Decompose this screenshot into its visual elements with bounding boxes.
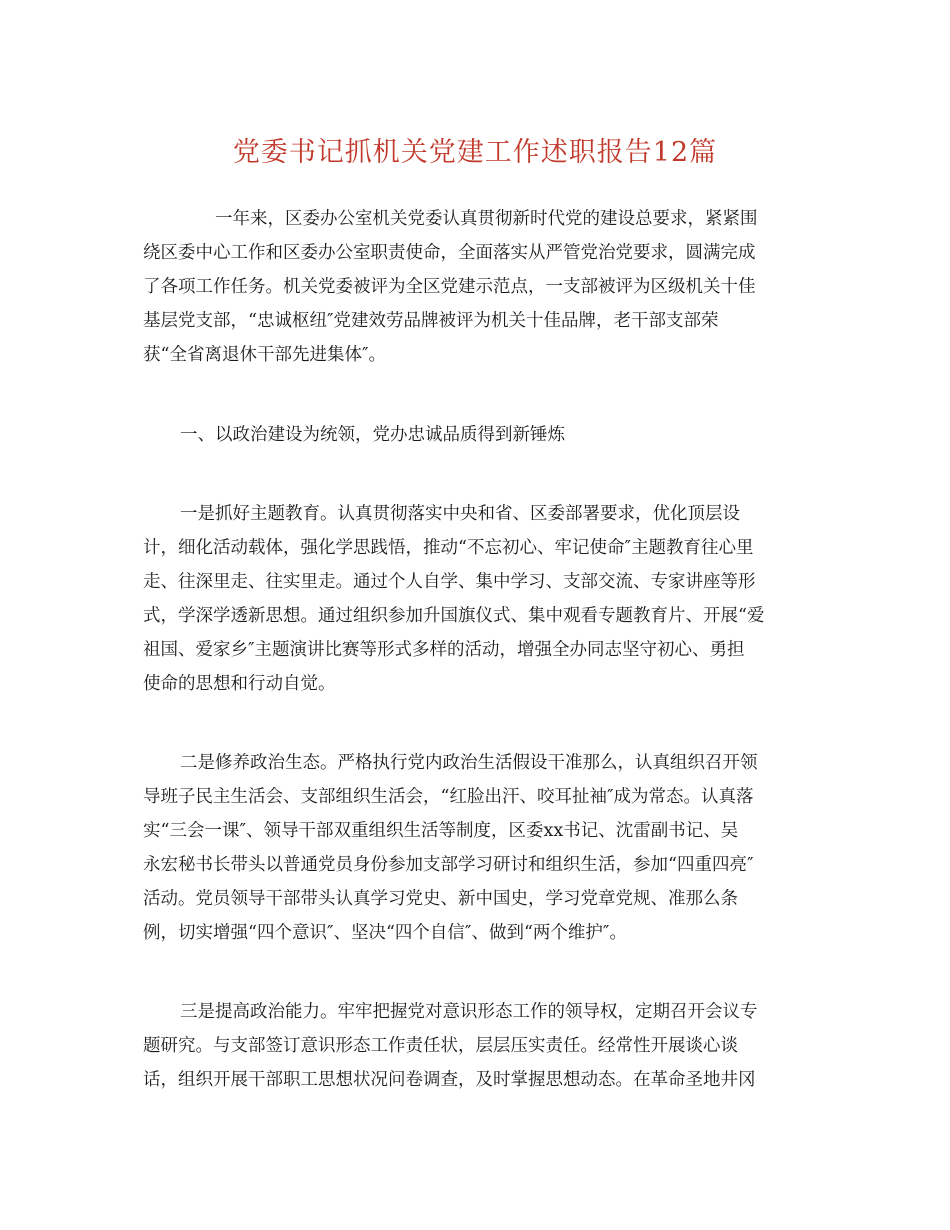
paragraph-4-line-3: 实“三会一课″、领导干部双重组织生活等制度，区委xx书记、沈雷副书记、吴 bbox=[143, 821, 739, 841]
paragraph-3-line-1: 一是抓好主题教育。认真贯彻落实中央和省、区委部署要求，优化顶层设 bbox=[180, 504, 740, 524]
document-title: 党委书记抓机关党建工作述职报告12篇 bbox=[232, 137, 718, 168]
paragraph-1-line-5: 获“全省离退休干部先进集体″。 bbox=[143, 345, 386, 365]
paragraph-3-line-3: 走、往深里走、往实里走。通过个人自学、集中学习、支部交流、专家讲座等形 bbox=[143, 572, 756, 592]
paragraph-4-line-6: 例，切实增强“四个意识″、坚决“四个自信″、做到“两个维护″。 bbox=[143, 923, 627, 943]
paragraph-1-line-2: 绕区委中心工作和区委办公室职责使命，全面落实从严管党治党要求，圆满完成 bbox=[143, 243, 756, 263]
paragraph-5-line-2: 题研究。与支部签订意识形态工作责任状，层层压实责任。经常性开展谈心谈 bbox=[143, 1036, 738, 1056]
paragraph-3-line-5: 祖国、爱家乡″主题演讲比赛等形式多样的活动，增强全办同志坚守初心、勇担 bbox=[143, 640, 745, 660]
paragraph-4-line-1: 二是修养政治生态。严格执行党内政治生活假设干准那么，认真组织召开领 bbox=[180, 753, 758, 773]
paragraph-1-line-4: 基层党支部，“忠诚枢纽″党建效劳品牌被评为机关十佳品牌，老干部支部荣 bbox=[143, 311, 719, 331]
paragraph-4-line-4: 永宏秘书长带头以普通党员身份参加支部学习研讨和组织生活，参加“四重四亮″ bbox=[143, 855, 754, 875]
paragraph-3-line-2: 计，细化活动载体，强化学思践悟，推动“不忘初心、牢记使命″主题教育往心里 bbox=[143, 538, 754, 558]
paragraph-4-line-5: 活动。党员领导干部带头认真学习党史、新中国史，学习党章党规、准那么条 bbox=[143, 889, 738, 909]
section-heading-1: 一、以政治建设为统领，党办忠诚品质得到新锤炼 bbox=[180, 425, 565, 445]
paragraph-4-line-2: 导班子民主生活会、支部组织生活会，“红脸出汗、咬耳扯袖″成为常态。认真落 bbox=[143, 787, 754, 807]
paragraph-1-line-1: 一年来，区委办公室机关党委认真贯彻新时代党的建设总要求，紧紧围 bbox=[215, 209, 758, 229]
paragraph-5-line-3: 话，组织开展干部职工思想状况问卷调查，及时掌握思想动态。在革命圣地井冈 bbox=[143, 1070, 756, 1090]
paragraph-3-line-6: 使命的思想和行动自觉。 bbox=[143, 674, 336, 694]
paragraph-5-line-1: 三是提高政治能力。牢牢把握党对意识形态工作的领导权，定期召开会议专 bbox=[180, 1002, 758, 1022]
paragraph-1-line-3: 了各项工作任务。机关党委被评为全区党建示范点，一支部被评为区级机关十佳 bbox=[143, 277, 756, 297]
paragraph-3-line-4: 式，学深学透新思想。通过组织参加升国旗仪式、集中观看专题教育片、开展“爱 bbox=[143, 606, 765, 626]
